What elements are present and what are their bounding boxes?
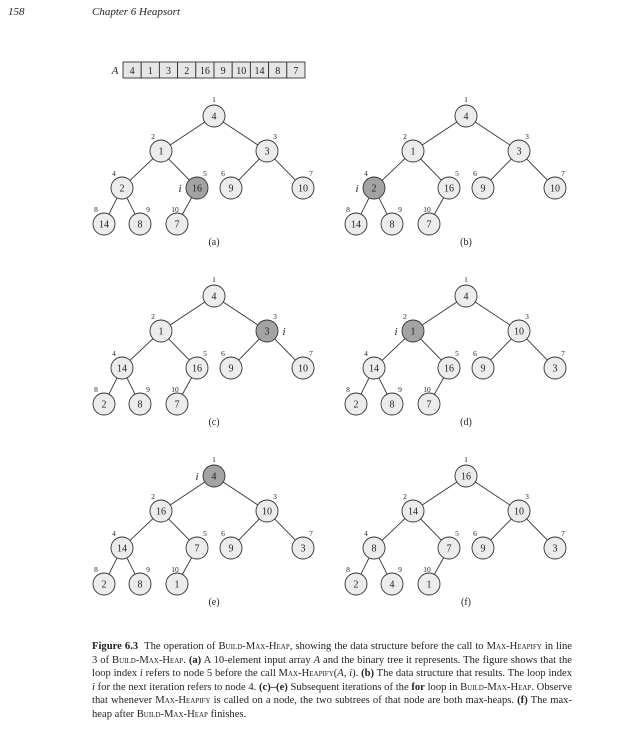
node-index: 1	[464, 275, 468, 284]
tree-edge	[169, 159, 190, 180]
tree-edge	[434, 198, 443, 215]
caption-text: loop in	[424, 681, 461, 693]
panel-label: (f)	[461, 597, 471, 608]
loop-index-pointer: i	[355, 183, 359, 195]
node-index: 6	[473, 169, 477, 178]
tree-edge	[127, 378, 135, 394]
tree-edge	[223, 122, 258, 145]
array-cell-value: 3	[166, 66, 171, 77]
node-index: 10	[423, 385, 431, 394]
caption-text: The data structure that results. The loop index	[374, 668, 573, 680]
tree-edge	[109, 378, 117, 394]
node-index: 5	[455, 169, 459, 178]
page-number: 158	[8, 6, 25, 18]
heap-node-value: 8	[389, 399, 395, 411]
heap-node-value: 16	[444, 183, 454, 195]
node-index: 10	[423, 205, 431, 214]
node-index: 9	[398, 205, 402, 214]
caption-text: is called on a node, the two subtrees of that node are both max-heaps.	[210, 695, 518, 707]
heap-node-value: 10	[514, 326, 524, 338]
heap-node-value: 8	[137, 579, 143, 591]
heap-node-value: 2	[353, 579, 359, 591]
tree-edge	[421, 159, 442, 180]
array-cell-value: 9	[220, 66, 226, 77]
panel-label: (a)	[208, 237, 220, 248]
loop-index-pointer: i	[394, 326, 398, 338]
heap-node-value: 8	[137, 219, 143, 231]
heap-node-value: 9	[480, 183, 486, 195]
heap-node-value: 14	[408, 506, 418, 518]
caption-text: A 10-element input array	[201, 654, 314, 666]
node-index: 1	[212, 275, 216, 284]
node-index: 3	[273, 132, 277, 141]
node-index: 10	[423, 565, 431, 574]
node-index: 5	[455, 349, 459, 358]
heap-node-value: 9	[228, 183, 234, 195]
tree-edge	[491, 339, 512, 360]
tree-edge	[475, 482, 510, 505]
tree-edge	[130, 159, 153, 181]
node-index: 1	[212, 455, 216, 464]
node-index: 5	[203, 349, 207, 358]
caption-text: (a)	[188, 654, 202, 666]
tree-edge	[421, 339, 442, 360]
heap-node-value: 2	[371, 183, 377, 195]
tree-edge	[382, 159, 405, 181]
tree-edge	[421, 519, 442, 540]
heap-node-value: 9	[480, 543, 486, 555]
tree-edge	[422, 302, 457, 325]
panel-label: (d)	[460, 417, 472, 428]
heap-node-value: 10	[550, 183, 560, 195]
node-index: 5	[203, 529, 207, 538]
node-index: 4	[112, 529, 116, 538]
node-index: 1	[212, 95, 216, 104]
heap-node-value: 4	[389, 579, 395, 591]
node-index: 8	[346, 205, 350, 214]
heap-node-value: 1	[410, 326, 416, 338]
tree-edge	[382, 339, 405, 361]
array-cell-value: 10	[236, 66, 247, 77]
tree-edge	[527, 159, 548, 180]
caption-text: i	[139, 668, 143, 680]
node-index: 9	[146, 205, 150, 214]
tree-edge	[239, 519, 260, 540]
tree-edge	[275, 519, 296, 540]
tree-edge	[130, 519, 153, 541]
caption-text: Max-Heapify	[486, 641, 542, 652]
heap-node-value: 16	[461, 471, 471, 483]
array-cell-value: 2	[184, 66, 190, 77]
caption-text: The operation of	[144, 641, 219, 652]
tree-edge	[434, 558, 443, 575]
node-index: 2	[403, 492, 407, 501]
heap-node-value: 14	[117, 363, 127, 375]
heap-node-value: 16	[156, 506, 166, 518]
heap-node-value: 3	[552, 543, 558, 555]
tree-edge	[275, 159, 296, 180]
tree-edge	[127, 198, 135, 214]
tree-edge	[379, 198, 387, 214]
tree-edge	[127, 558, 135, 574]
tree-edge	[527, 339, 548, 360]
node-index: 2	[151, 312, 155, 321]
heap-node-value: 9	[228, 363, 234, 375]
heap-node-value: 14	[99, 219, 109, 231]
heap-node-value: 7	[426, 219, 432, 231]
node-index: 10	[171, 385, 179, 394]
heap-node-value: 4	[463, 111, 469, 123]
heap-node-value: 3	[264, 326, 270, 338]
heap-node-value: 2	[101, 579, 107, 591]
heap-node-value: 7	[446, 543, 452, 555]
node-index: 4	[364, 349, 368, 358]
heap-node-value: 3	[516, 146, 522, 158]
caption-text: in line 3 of	[92, 641, 572, 666]
caption-text: Subsequent iterations of the	[287, 681, 412, 693]
heap-node-value: 7	[174, 219, 180, 231]
caption-text: (f)	[517, 695, 528, 707]
node-index: 6	[221, 529, 225, 538]
heap-node-value: 1	[426, 579, 432, 591]
node-index: 8	[94, 565, 98, 574]
node-index: 7	[561, 349, 565, 358]
caption-text: The max-heap after	[92, 695, 573, 720]
panel-label: (e)	[208, 597, 220, 608]
node-index: 7	[561, 169, 565, 178]
caption-text: ).	[352, 668, 362, 680]
heap-node-value: 1	[158, 326, 164, 338]
node-index: 2	[151, 132, 155, 141]
tree-edge	[422, 122, 457, 145]
node-index: 4	[364, 169, 368, 178]
node-index: 2	[403, 312, 407, 321]
loop-index-pointer: i	[178, 183, 182, 195]
heap-node-value: 14	[369, 363, 379, 375]
tree-edge	[109, 558, 117, 574]
caption-text: refers to node 5 before the call	[142, 668, 279, 680]
node-index: 6	[221, 169, 225, 178]
array-cell-value: 8	[275, 66, 281, 77]
node-index: 9	[398, 385, 402, 394]
node-index: 5	[203, 169, 207, 178]
caption-text: Max-Heapify	[278, 668, 334, 680]
heap-node-value: 7	[426, 399, 432, 411]
tree-edge	[182, 378, 191, 395]
tree-edge	[379, 378, 387, 394]
tree-edge	[382, 519, 405, 541]
node-index: 7	[561, 529, 565, 538]
tree-edge	[223, 482, 258, 505]
array-cell-value: 16	[199, 66, 210, 77]
caption-text: and the binary tree it represents. The figure shows that the loop index	[92, 654, 573, 680]
caption-text: (c)–(e)	[259, 681, 288, 693]
tree-edge	[182, 558, 191, 575]
tree-edge	[239, 339, 260, 360]
tree-edge	[239, 159, 260, 180]
heap-node-value: 16	[192, 183, 202, 195]
node-index: 3	[525, 132, 529, 141]
caption-text: A, i	[337, 668, 353, 680]
tree-edge	[422, 482, 457, 505]
node-index: 7	[309, 529, 313, 538]
node-index: 10	[171, 565, 179, 574]
caption-text: , showing the data structure before the call to	[289, 641, 487, 652]
heap-node-value: 7	[174, 399, 180, 411]
node-index: 6	[473, 529, 477, 538]
heap-node-value: 14	[351, 219, 361, 231]
tree-edge	[109, 198, 117, 214]
caption-fig-label: Figure 6.3	[92, 641, 139, 652]
node-index: 7	[309, 349, 313, 358]
panel-label: (b)	[460, 237, 472, 248]
node-index: 6	[221, 349, 225, 358]
tree-edge	[169, 519, 190, 540]
node-index: 1	[464, 455, 468, 464]
array-label: A	[111, 65, 119, 77]
caption-text: i	[92, 681, 95, 693]
node-index: 3	[525, 312, 529, 321]
heap-node-value: 3	[552, 363, 558, 375]
node-index: 4	[112, 169, 116, 178]
tree-edge	[170, 122, 205, 145]
tree-edge	[475, 122, 510, 145]
node-index: 3	[525, 492, 529, 501]
figure-caption	[92, 640, 572, 722]
node-index: 9	[146, 385, 150, 394]
heap-node-value: 9	[480, 363, 486, 375]
node-index: 8	[94, 385, 98, 394]
node-index: 8	[346, 385, 350, 394]
node-index: 7	[309, 169, 313, 178]
array-cell-value: 4	[129, 66, 135, 77]
heap-node-value: 16	[192, 363, 202, 375]
node-index: 8	[94, 205, 98, 214]
node-index: 10	[171, 205, 179, 214]
caption-text: . Observe that whenever	[92, 681, 572, 707]
caption-text: Build-Max-Heap	[136, 708, 208, 720]
heap-node-value: 10	[514, 506, 524, 518]
node-index: 3	[273, 312, 277, 321]
tree-edge	[361, 558, 369, 574]
heap-node-value: 4	[211, 291, 217, 303]
tree-edge	[361, 198, 369, 214]
heap-node-value: 8	[137, 399, 143, 411]
tree-edge	[379, 558, 387, 574]
caption-text: for the next iteration refers to node 4.	[94, 681, 259, 693]
caption-text: for	[411, 681, 425, 693]
caption-text: Build-Max-Heap	[112, 654, 184, 666]
heap-node-value: 10	[298, 183, 308, 195]
tree-edge	[361, 378, 369, 394]
caption-text: finishes.	[207, 708, 247, 720]
heap-node-value: 1	[410, 146, 416, 158]
tree-edge	[434, 378, 443, 395]
tree-edge	[169, 339, 190, 360]
node-index: 9	[398, 565, 402, 574]
array-cell-value: 14	[254, 66, 265, 77]
node-index: 9	[146, 565, 150, 574]
node-index: 8	[346, 565, 350, 574]
heap-node-value: 1	[158, 146, 164, 158]
tree-edge	[491, 159, 512, 180]
heap-node-value: 14	[117, 543, 127, 555]
heap-node-value: 8	[371, 543, 377, 555]
caption-text: .	[183, 654, 189, 666]
tree-edge	[223, 302, 258, 325]
tree-edge	[182, 198, 191, 215]
caption-text: Build-Max-Heap	[460, 681, 532, 693]
node-index: 3	[273, 492, 277, 501]
node-index: 4	[112, 349, 116, 358]
node-index: 2	[151, 492, 155, 501]
node-index: 4	[364, 529, 368, 538]
tree-edge	[475, 302, 510, 325]
array-cell-value: 1	[147, 66, 153, 77]
node-index: 6	[473, 349, 477, 358]
node-index: 1	[464, 95, 468, 104]
heap-node-value: 3	[264, 146, 270, 158]
heap-node-value: 1	[174, 579, 180, 591]
heap-node-value: 2	[353, 399, 359, 411]
caption-text: Build-Max-Heap	[218, 641, 290, 652]
tree-edge	[491, 519, 512, 540]
heap-node-value: 4	[463, 291, 469, 303]
loop-index-pointer: i	[282, 326, 286, 338]
array-cell-value: 7	[293, 66, 299, 77]
node-index: 5	[455, 529, 459, 538]
heap-node-value: 7	[194, 543, 200, 555]
heap-node-value: 2	[119, 183, 125, 195]
tree-edge	[130, 339, 153, 361]
caption-text: Max-Heapify	[155, 695, 211, 707]
heap-node-value: 16	[444, 363, 454, 375]
tree-edge	[275, 339, 296, 360]
heap-node-value: 3	[300, 543, 306, 555]
caption-text: (	[333, 668, 338, 680]
panel-label: (c)	[208, 417, 220, 428]
heap-node-value: 2	[101, 399, 107, 411]
node-index: 2	[403, 132, 407, 141]
heap-node-value: 10	[298, 363, 308, 375]
chapter-title: Chapter 6 Heapsort	[92, 6, 180, 18]
caption-text: A	[313, 654, 321, 666]
heap-node-value: 4	[211, 471, 217, 483]
heap-node-value: 8	[389, 219, 395, 231]
heap-node-value: 4	[211, 111, 217, 123]
loop-index-pointer: i	[195, 471, 199, 483]
tree-edge	[170, 302, 205, 325]
caption-text: (b)	[361, 668, 375, 680]
heap-node-value: 10	[262, 506, 272, 518]
tree-edge	[170, 482, 205, 505]
tree-edge	[527, 519, 548, 540]
heap-node-value: 9	[228, 543, 234, 555]
